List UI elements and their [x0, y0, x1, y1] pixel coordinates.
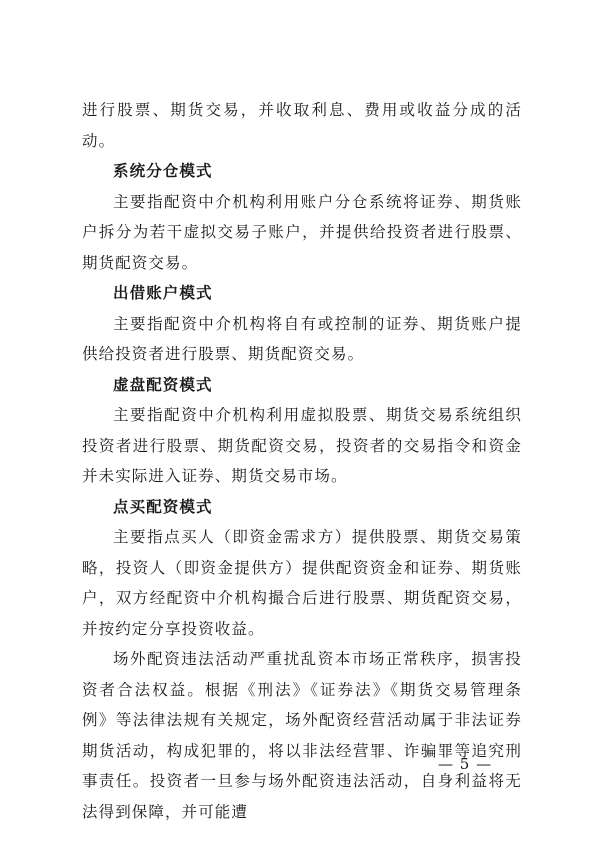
section-body-system-split: 主要指配资中介机构利用账户分仓系统将证券、期货账户拆分为若干虚拟交易子账户，并提供给投资者进行股票、期货配资交易。: [82, 192, 522, 272]
section-heading-system-split: 系统分仓模式: [113, 161, 213, 180]
section-body-virtual-trading: 主要指配资中介机构利用虚拟股票、期货交易系统组织投资者进行股票、期货配资交易，投资者的交易指令和资金并未实际进入证券、期货交易市场。: [82, 406, 522, 485]
section-body-point-buy: 主要指点买人（即资金需求方）提供股票、期货交易策略，投资人（即资金提供方）提供配资资金和证券、期货账户，双方经配资中介机构撮合后进行股票、期货配资交易，并按约定分享投资收益。: [82, 528, 522, 638]
closing-paragraph: 场外配资违法活动严重扰乱资本市场正常秩序，损害投资者合法权益。根据《刑法》《证券法》《期货交易管理条例》等法律法规有关规定，场外配资经营活动属于非法证券期货活动，构成犯罪的，将以非法经营罪、诈骗罪等追究刑事责任。投资者一旦参与场外配资违法活动，自身利益将无法得到保障，并可能遭: [82, 650, 522, 821]
section-heading-point-buy: 点买配资模式: [113, 496, 213, 516]
page-number: — 5 —: [438, 755, 493, 773]
document-body: [82, 95, 522, 827]
section-body-account-lending: 主要指配资中介机构将自有或控制的证券、期货账户提供给投资者进行股票、期货配资交易。: [82, 314, 522, 363]
intro-paragraph: 进行股票、期货交易，并收取利息、费用或收益分成的活动。: [82, 101, 522, 150]
section-heading-virtual-trading: 虚盘配资模式: [113, 374, 213, 394]
section-heading-account-lending: 出借账户模式: [113, 283, 213, 302]
